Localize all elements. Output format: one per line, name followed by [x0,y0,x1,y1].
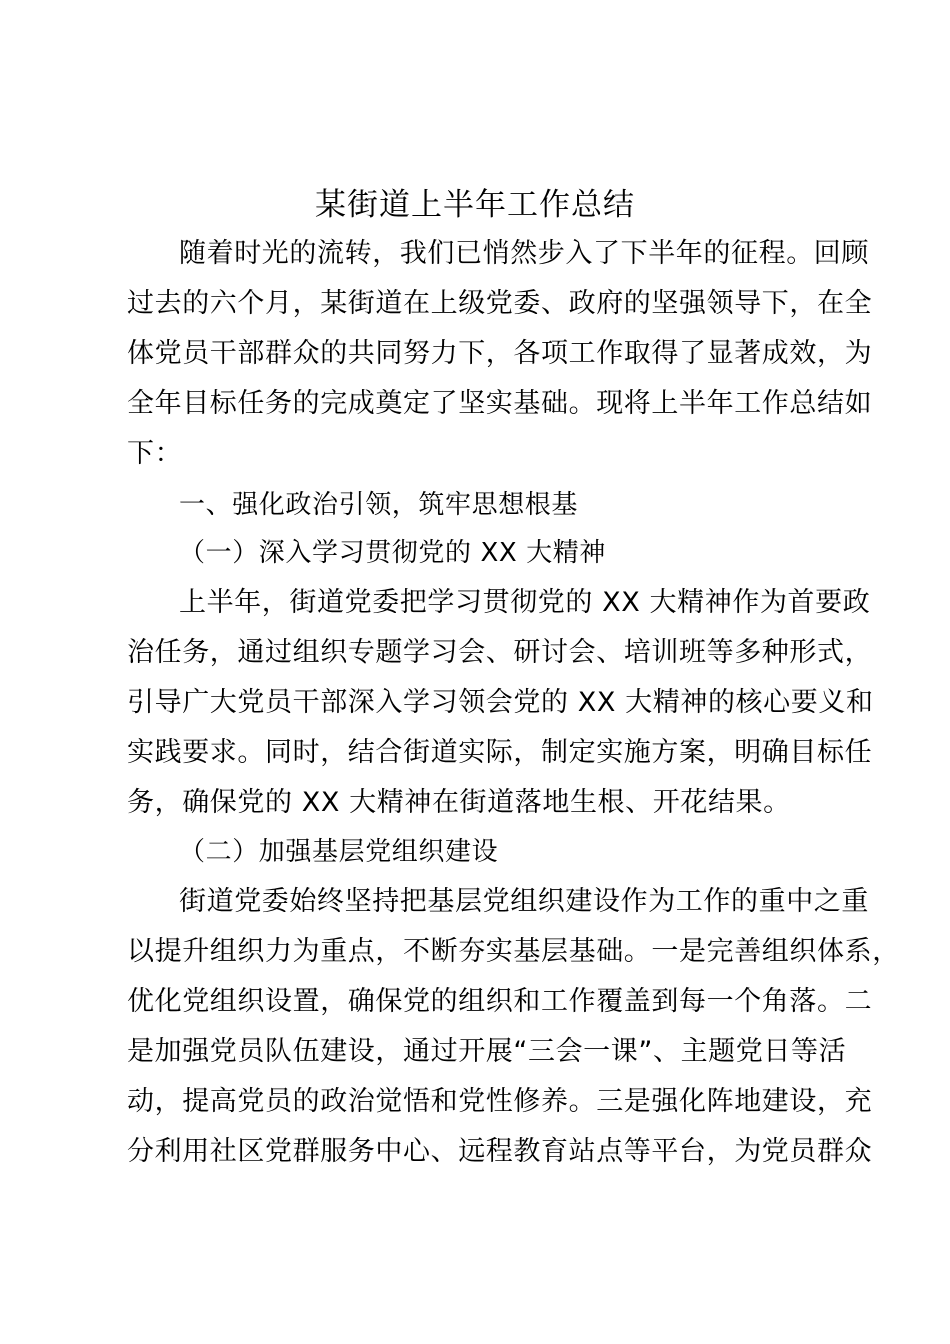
body-line: 以提升组织力为重点，不断夯实基层基础。一是完善组织体系， [127,936,900,967]
body-line: 上半年，街道党委把学习贯彻党的 XX 大精神作为首要政 [179,587,871,618]
intro-line: 随着时光的流转，我们已悄然步入了下半年的征程。回顾 [179,238,869,269]
body-line: 引导广大党员干部深入学习领会党的 XX 大精神的核心要义和 [127,687,874,718]
body-line: 实践要求。同时，结合街道实际，制定实施方案，明确目标任 [127,737,873,768]
intro-line: 全年目标任务的完成奠定了坚实基础。现将上半年工作总结如 [127,388,873,419]
subsection-heading-text: （一）深入学习贯彻党的 XX 大精神 [179,538,606,568]
body-line: 动，提高党员的政治觉悟和党性修养。三是强化阵地建设，充 [127,1086,873,1117]
intro-line: 体党员干部群众的共同努力下，各项工作取得了显著成效，为 [127,338,873,369]
body-line: 是加强党员队伍建设，通过开展“三会一课”、主题党日等活 [127,1036,847,1067]
document-title: 某街道上半年工作总结 [315,187,635,223]
subsection-2-paragraph [127,877,900,1177]
section-heading-text: 一、强化政治引领，筑牢思想根基 [179,490,579,520]
body-line: 务，确保党的 XX 大精神在街道落地生根、开花结果。 [127,787,791,818]
body-line: 治任务，通过组织专题学习会、研讨会、培训班等多种形式， [127,637,873,668]
subsection-heading-1 [127,528,857,578]
section-heading-1 [127,480,857,530]
body-line: 街道党委始终坚持把基层党组织建设作为工作的重中之重 [179,886,869,917]
subsection-heading-2 [127,827,857,877]
body-line: 分利用社区党群服务中心、远程教育站点等平台，为党员群众 [127,1136,873,1167]
subsection-heading-text: （二）加强基层党组织建设 [179,837,499,867]
intro-line: 下： [127,438,183,469]
subsection-1-paragraph [127,578,874,828]
body-line: 优化党组织设置，确保党的组织和工作覆盖到每一个角落。二 [127,986,873,1017]
intro-line: 过去的六个月，某街道在上级党委、政府的坚强领导下，在全 [127,288,873,319]
intro-paragraph [127,229,873,479]
